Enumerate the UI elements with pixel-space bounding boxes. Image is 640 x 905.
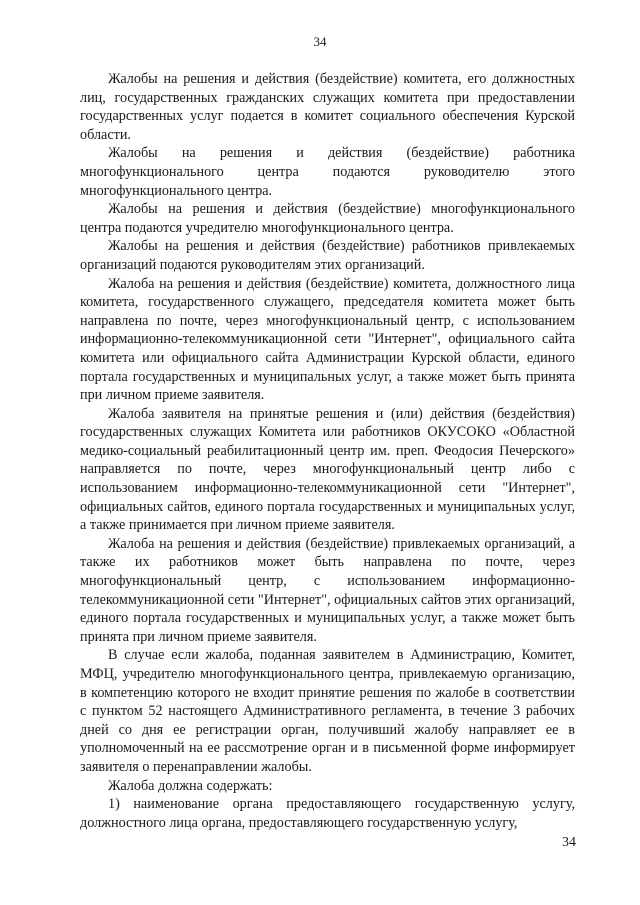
- paragraph: Жалоба на решения и действия (бездействие) комитета, должностного лица комитета, государственного служащего, председателя комитета может быть направлена по почте, через многофункциональный центр, с использованием информационно-телекоммуникационной сети "Интернет", официального сайта комитета или официального сайта Администрации Курской области, единого портала государственных и муниципальных услуг, а также может быть принята при личном приеме заявителя.: [80, 275, 575, 404]
- paragraph: Жалобы на решения и действия (бездействие) работника многофункционального центра подаются руководителю этого многофункционального центра.: [80, 145, 575, 199]
- paragraph: 1) наименование органа предоставляющего государственную услугу, должностного лица органа, предоставляющего государственную услугу,: [80, 796, 575, 831]
- paragraph: Жалобы на решения и действия (бездействие) комитета, его должностных лиц, государственных гражданских служащих комитета при предоставлении государственных услуг подается в комитет социального обеспечения Курской области.: [80, 71, 575, 143]
- paragraph: Жалоба заявителя на принятые решения и (или) действия (бездействия) государственных служащих Комитета или работников ОКУСОКО «Областной медико-социальный реабилитационный центр им. преп. Феодосия Печерского» направляется по почте, через многофункциональный центр либо с использованием информационно-телекоммуникационной сети "Интернет", официальных сайтов, единого портала государственных и муниципальных услуг, а также принимается при личном приеме заявителя.: [80, 405, 575, 534]
- page-number-top: 34: [313, 34, 327, 49]
- paragraph: Жалоба должна содержать:: [108, 777, 273, 794]
- document-body: [80, 70, 575, 832]
- page-number-bottom: 34: [562, 835, 576, 850]
- paragraph: В случае если жалоба, поданная заявителем в Администрацию, Комитет, МФЦ, учредителю многофункционального центра, привлекаемую организацию, в компетенцию которого не входит принятие решения по жалобе в соответствии с пунктом 52 настоящего Административного регламента, в течение 3 рабочих дней со дня ее регистрации орган, получивший жалобу направляет ее в уполномоченный на ее рассмотрение орган и в письменной форме информирует заявителя о перенаправлении жалобы.: [80, 647, 575, 775]
- paragraph: Жалобы на решения и действия (бездействие) многофункционального центра подаются учредителю многофункционального центра.: [80, 201, 575, 236]
- paragraph: Жалобы на решения и действия (бездействие) работников привлекаемых организаций подаются руководителям этих организаций.: [80, 238, 575, 273]
- paragraph: Жалоба на решения и действия (бездействие) привлекаемых организаций, а также их работников может быть направлена по почте, через многофункциональный центр, с использованием информационно-телекоммуникационной сети "Интернет", официальных сайтов этих организаций, единого портала государственных и муниципальных услуг, а также может быть принята при личном приеме заявителя.: [80, 535, 575, 645]
